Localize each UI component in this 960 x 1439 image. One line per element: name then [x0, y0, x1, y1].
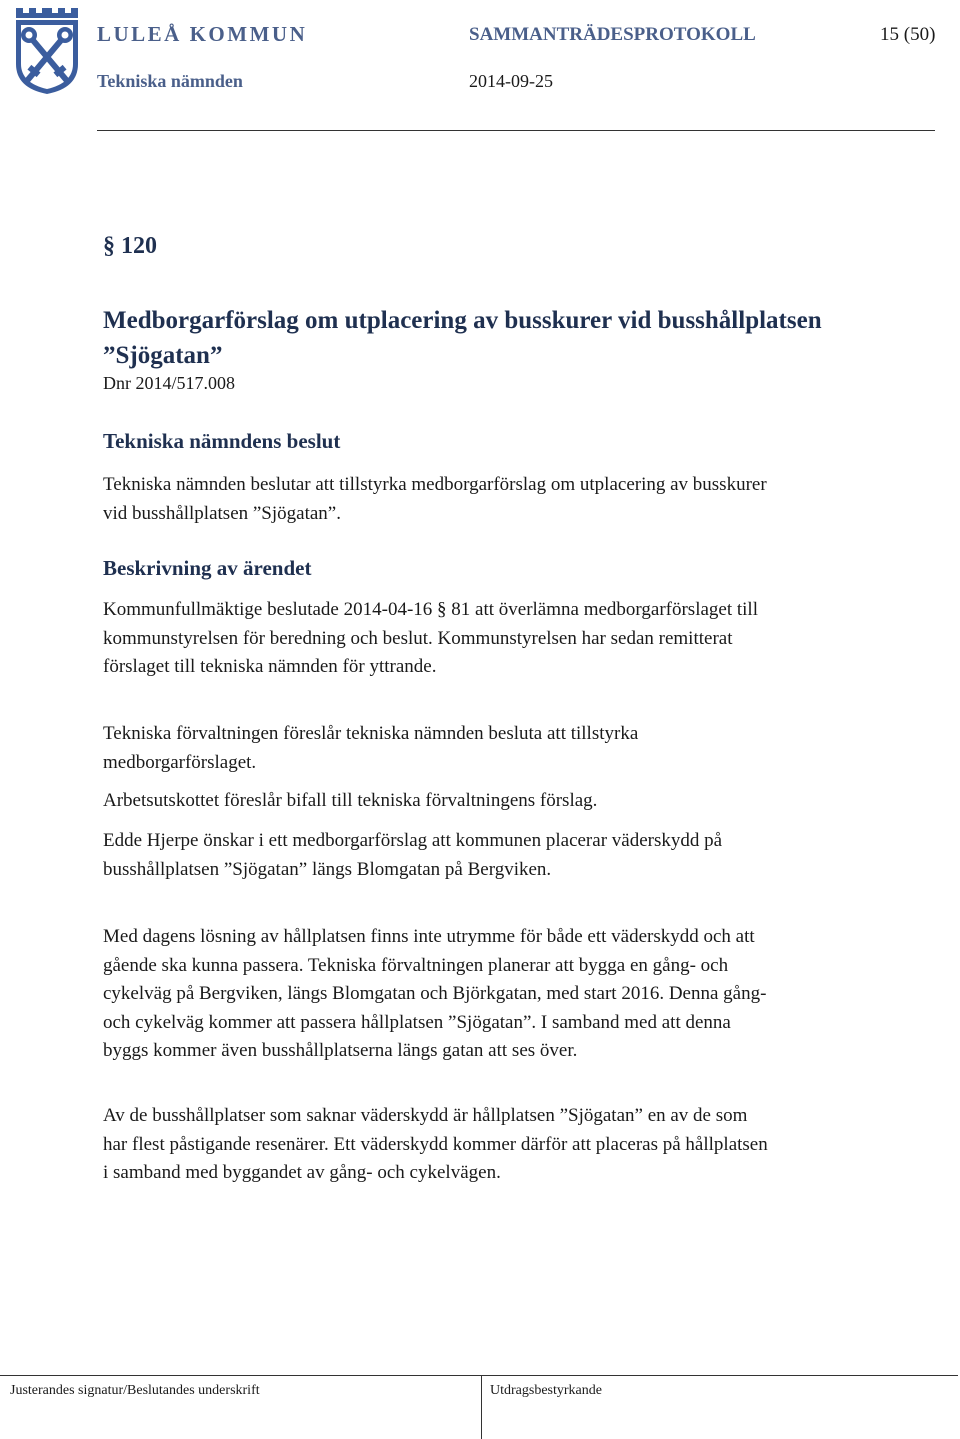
footer-column-divider [481, 1375, 482, 1439]
footer-divider [0, 1375, 958, 1376]
committee-name: Tekniska nämnden [97, 71, 243, 91]
document-type: SAMMANTRÄDESPROTOKOLL [469, 24, 756, 45]
decision-heading: Tekniska nämndens beslut [103, 429, 341, 453]
case-number: Dnr 2014/517.008 [103, 373, 235, 393]
meeting-date: 2014-09-25 [469, 71, 553, 91]
description-paragraph: Edde Hjerpe önskar i ett medborgarförslag att kommunen placerar väderskydd på busshållplatsen ”Sjögatan” längs Blomgatan på Bergviken. [103, 830, 723, 880]
description-paragraph: Arbetsutskottet föreslår bifall till tekniska förvaltningens förslag. [103, 790, 598, 811]
organization-name: LULEÅ KOMMUN [97, 22, 308, 46]
description-heading: Beskrivning av ärendet [103, 556, 312, 580]
page-number: 15 (50) [880, 24, 936, 45]
header-divider [97, 130, 935, 131]
case-title: Medborgarförslag om utplacering av busskurer vid busshållplatsen ”Sjögatan” [103, 307, 822, 369]
description-paragraph: Kommunfullmäktige beslutade 2014-04-16 § 81 att överlämna medborgarförslaget till kommunstyrelsen för beredning och beslut. Kommunstyrelsen har sedan remitterat förslaget till tekniska nämnden för yttrande. [103, 599, 758, 677]
paragraph-number: § 120 [103, 233, 157, 259]
description-paragraph: Av de busshållplatser som saknar väderskydd är hållplatsen ”Sjögatan” en av de som har flest påstigande resenärer. Ett väderskydd kommer därför att placeras på hållplatsen i samband med byggandet av gång- och cykelvägen. [103, 1105, 768, 1183]
decision-text: Tekniska nämnden beslutar att tillstyrka medborgarförslag om utplacering av busskurer vid busshållplatsen ”Sjögatan”. [103, 474, 767, 524]
description-paragraph: Med dagens lösning av hållplatsen finns inte utrymme för både ett väderskydd och att gående ska kunna passera. Tekniska förvaltningen planerar att bygga en gång- och cykelväg på Bergviken, längs Blomgatan och Björkgatan, med start 2016. Denna gång- och cykelväg kommer att passera hållplatsen ”Sjögatan”. I samband med att denna byggs kommer även busshållplatserna längs gatan att ses över. [103, 926, 767, 1061]
signature-label: Justerandes signatur/Beslutandes underskrift [10, 1383, 260, 1398]
description-paragraph: Tekniska förvaltningen föreslår tekniska nämnden besluta att tillstyrka medborgarförslaget. [103, 723, 639, 773]
extract-label: Utdragsbestyrkande [490, 1383, 602, 1398]
lulea-coat-of-arms-icon [14, 4, 80, 96]
